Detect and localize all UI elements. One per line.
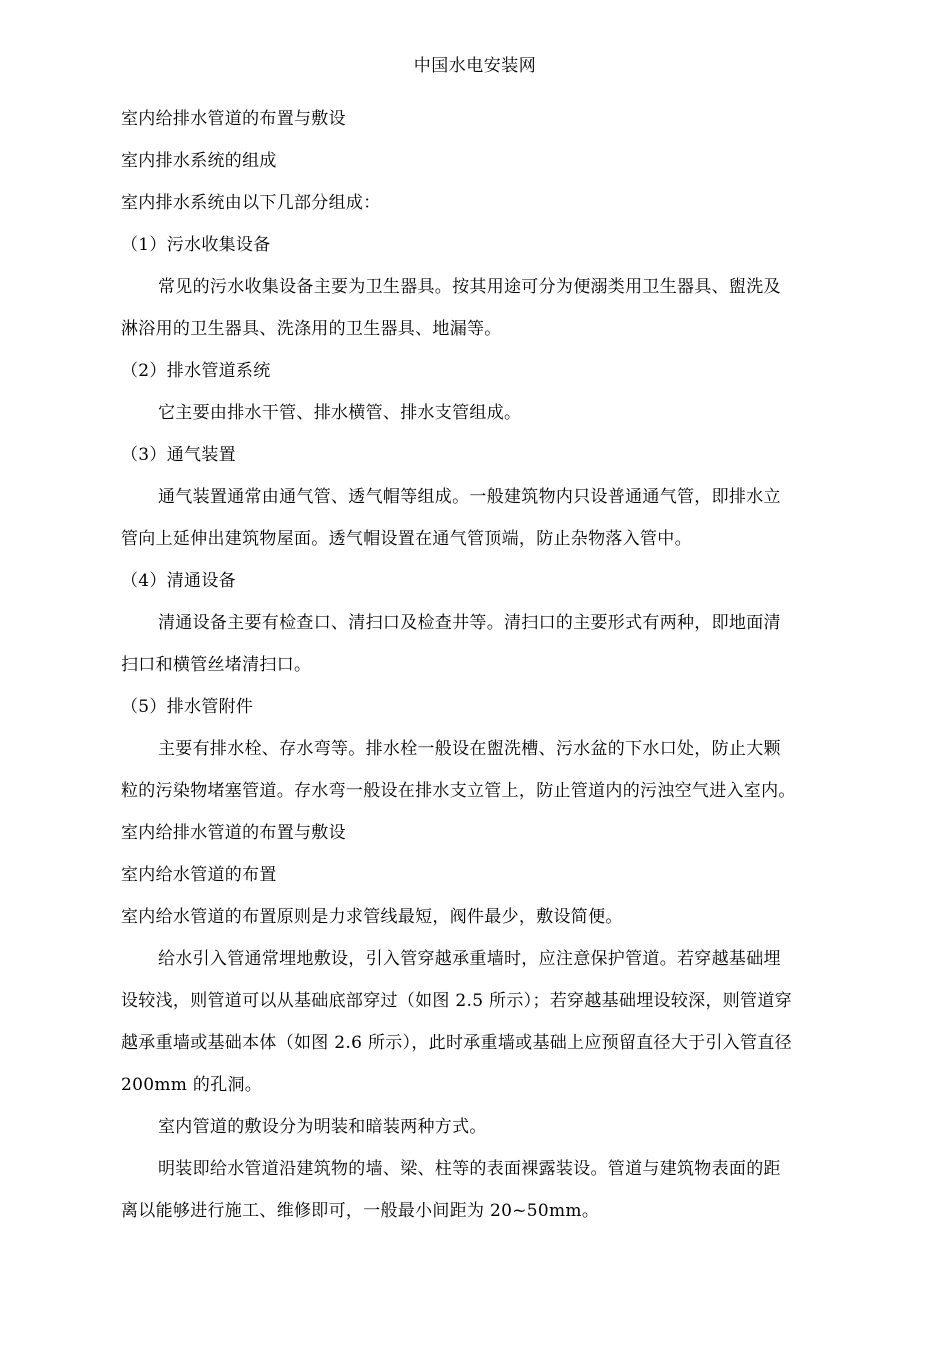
paragraph-line: 清通设备主要有检查口、清扫口及检查井等。清扫口的主要形式有两种，即地面清 (158, 613, 781, 633)
paragraph-line: 给水引入管通常埋地敷设，引入管穿越承重墙时，应注意保护管道。若穿越基础埋 (158, 949, 781, 969)
paragraph-line: 离以能够进行施工、维修即可，一般最小间距为 20~50mm。 (121, 1201, 600, 1221)
list-item-heading: （5）排水管附件 (121, 697, 254, 717)
list-item-heading: （1）污水收集设备 (121, 235, 271, 255)
paragraph-line: 越承重墙或基础本体（如图 2.6 所示），此时承重墙或基础上应预留直径大于引入管直径 (121, 1033, 792, 1053)
paragraph-line: 通气装置通常由通气管、透气帽等组成。一般建筑物内只设普通通气管，即排水立 (158, 487, 781, 507)
paragraph-line: 设较浅，则管道可以从基础底部穿过（如图 2.5 所示）；若穿越基础埋设较深，则管道穿 (121, 991, 792, 1011)
section-heading: 室内给排水管道的布置与敷设 (121, 823, 346, 843)
paragraph-line: 扫口和横管丝堵清扫口。 (121, 655, 312, 675)
paragraph-line: 主要有排水栓、存水弯等。排水栓一般设在盥洗槽、污水盆的下水口处，防止大颗 (158, 739, 781, 759)
paragraph-line: 室内排水系统由以下几部分组成： (121, 193, 381, 213)
list-item-heading: （2）排水管道系统 (121, 361, 271, 381)
paragraph-line: 它主要由排水干管、排水横管、排水支管组成。 (158, 403, 522, 423)
list-item-heading: （3）通气装置 (121, 445, 236, 465)
paragraph-line: 室内管道的敷设分为明装和暗装两种方式。 (158, 1117, 487, 1137)
section-heading: 室内给排水管道的布置与敷设 (121, 109, 346, 129)
subsection-heading: 室内排水系统的组成 (121, 151, 277, 171)
document-body (121, 98, 831, 1232)
subsection-heading: 室内给水管道的布置 (121, 865, 277, 885)
paragraph-line: 明装即给水管道沿建筑物的墙、梁、柱等的表面裸露装设。管道与建筑物表面的距 (158, 1159, 781, 1179)
paragraph-line: 淋浴用的卫生器具、洗涤用的卫生器具、地漏等。 (121, 319, 502, 339)
paragraph-line: 室内给水管道的布置原则是力求管线最短，阀件最少，敷设简便。 (121, 907, 623, 927)
paragraph-line: 常见的污水收集设备主要为卫生器具。按其用途可分为便溺类用卫生器具、盥洗及 (158, 277, 781, 297)
paragraph-line: 粒的污染物堵塞管道。存水弯一般设在排水支立管上，防止管道内的污浊空气进入室内。 (121, 781, 796, 801)
list-item-heading: （4）清通设备 (121, 571, 236, 591)
paragraph-line: 200mm 的孔洞。 (121, 1075, 263, 1095)
page-header: 中国水电安装网 (413, 56, 537, 76)
paragraph-line: 管向上延伸出建筑物屋面。透气帽设置在通气管顶端，防止杂物落入管中。 (121, 529, 692, 549)
